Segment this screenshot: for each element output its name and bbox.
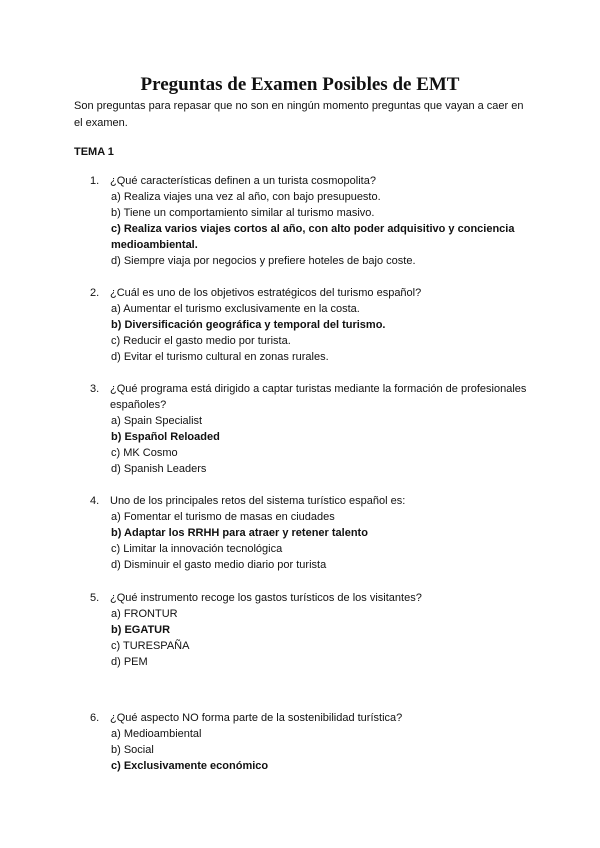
option-a: a) Aumentar el turismo exclusivamente en la costa. <box>111 303 360 315</box>
option-b-correct: b) EGATUR <box>111 624 171 636</box>
option-b: b) Social <box>111 744 154 756</box>
option-b: b) Tiene un comportamiento similar al turismo masivo. <box>111 207 375 219</box>
question-number: 5. <box>90 592 100 604</box>
option-d: d) PEM <box>111 656 148 668</box>
question-number: 2. <box>90 287 100 299</box>
question-4 <box>90 493 530 573</box>
document-title: Preguntas de Examen Posibles de EMT <box>140 74 460 95</box>
option-d: d) Siempre viaja por negocios y prefiere hoteles de bajo coste. <box>111 255 416 267</box>
question-3 <box>90 381 530 477</box>
question-text: 6. ¿Qué aspecto NO forma parte de la sostenibilidad turística? <box>90 712 403 724</box>
option-a: a) Fomentar el turismo de masas en ciudades <box>111 511 335 523</box>
option-a: a) Realiza viajes una vez al año, con bajo presupuesto. <box>111 191 381 203</box>
option-c: c) TURESPAÑA <box>111 640 190 652</box>
section-heading: TEMA 1 <box>74 146 114 158</box>
option-c: c) Reducir el gasto medio por turista. <box>111 335 291 347</box>
question-text: 3. ¿Qué programa está dirigido a captar turistas mediante la formación de profesionales españoles? <box>90 383 527 411</box>
question-1 <box>90 173 530 269</box>
option-b-correct: b) Diversificación geográfica y temporal del turismo. <box>111 319 386 331</box>
option-c-correct: c) Realiza varios viajes cortos al año, con alto poder adquisitivo y conciencia medioambiental. <box>111 223 515 251</box>
option-b-correct: b) Adaptar los RRHH para atraer y retener talento <box>111 527 368 539</box>
option-a: a) Spain Specialist <box>111 415 203 427</box>
option-d: d) Disminuir el gasto medio diario por turista <box>111 559 327 571</box>
question-text: 5. ¿Qué instrumento recoge los gastos turísticos de los visitantes? <box>90 592 422 604</box>
question-number: 3. <box>90 383 100 395</box>
question-5 <box>90 590 530 670</box>
intro-paragraph: Son preguntas para repasar que no son en ningún momento preguntas que vayan a caer en el examen. <box>74 100 524 129</box>
question-2 <box>90 285 530 365</box>
question-number: 6. <box>90 712 100 724</box>
option-a: a) Medioambiental <box>111 728 202 740</box>
question-6 <box>90 710 530 774</box>
option-c: c) Limitar la innovación tecnológica <box>111 543 283 555</box>
option-b-correct: b) Español Reloaded <box>111 431 220 443</box>
question-number: 1. <box>90 175 100 187</box>
question-text: 4. Uno de los principales retos del sistema turístico español es: <box>90 495 406 507</box>
question-number: 4. <box>90 495 100 507</box>
question-text: 2. ¿Cuál es uno de los objetivos estratégicos del turismo español? <box>90 287 422 299</box>
option-c-correct: c) Exclusivamente económico <box>111 760 269 772</box>
question-text: 1. ¿Qué características definen a un turista cosmopolita? <box>90 175 376 187</box>
option-c: c) MK Cosmo <box>111 447 178 459</box>
option-d: d) Spanish Leaders <box>111 463 207 475</box>
option-a: a) FRONTUR <box>111 608 178 620</box>
option-d: d) Evitar el turismo cultural en zonas rurales. <box>111 351 329 363</box>
